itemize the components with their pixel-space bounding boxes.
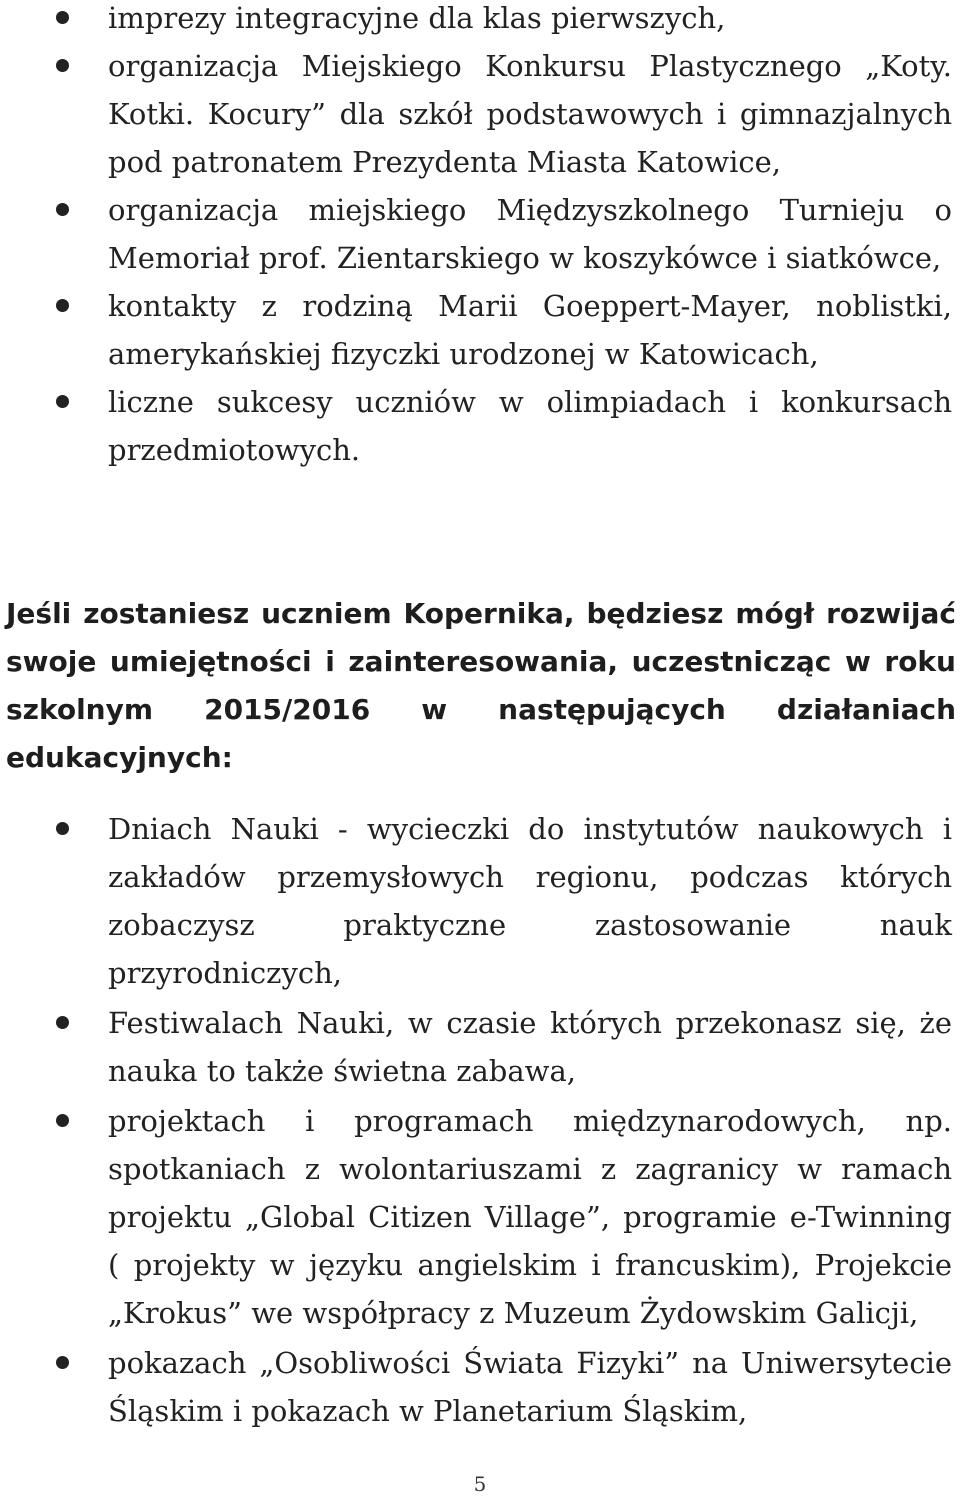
list-item [0,999,960,1095]
list-item [0,186,960,282]
list-item-text: Festiwalach Nauki, w czasie których przekonasz się, że nauka to także świetna zabawa, [108,1006,952,1088]
page-number: 5 [473,1472,487,1496]
list-item-text: Dniach Nauki - wycieczki do instytutów naukowych i zakładów przemysłowych regionu, podczas których zobaczysz praktyczne zastosowanie nauk przyrodniczych, [108,812,952,990]
bullet-icon [56,1114,69,1127]
bullet-icon [56,1016,69,1029]
list-item [0,42,960,186]
section-heading: Jeśli zostaniesz uczniem Kopernika, będziesz mógł rozwijać swoje umiejętności i zainteresowania, uczestnicząc w roku szkolnym 2015/2016 w następujących działaniach edukacyjnych: [6,597,956,774]
list-item [0,1339,960,1435]
list-item [0,805,960,997]
list-item-text: pokazach „Osobliwości Świata Fizyki” na Uniwersytecie Śląskim i pokazach w Planetarium Śląskim, [108,1346,952,1428]
list-item [0,1097,960,1337]
list-item-text: imprezy integracyjne dla klas pierwszych, [108,1,726,35]
list-item-text: liczne sukcesy uczniów w olimpiadach i konkursach przedmiotowych. [108,385,952,467]
list-item-text: organizacja Miejskiego Konkursu Plastycznego „Koty. Kotki. Kocury” dla szkół podstawowych i gimnazjalnych pod patronatem Prezydenta Miasta Katowice, [108,49,952,179]
list-item-text: organizacja miejskiego Międzyszkolnego Turnieju o Memoriał prof. Zientarskiego w koszykówce i siatkówce, [108,193,952,275]
educational-activities-list [0,805,960,1437]
bullet-icon [56,822,69,835]
bullet-icon [56,11,69,24]
bullet-icon [56,299,69,312]
bullet-icon [56,1356,69,1369]
activities-list [0,0,960,474]
list-item [0,282,960,378]
bullet-icon [56,59,69,72]
bullet-icon [56,395,69,408]
list-item-text: projektach i programach międzynarodowych, np. spotkaniach z wolontariuszami z zagranicy w ramach projektu „Global Citizen Village”, programie e-Twinning ( projekty w języku angielskim i francuskim), Projekcie „Krokus” we współpracy z Muzeum Żydowskim Galicji, [108,1104,952,1330]
bullet-icon [56,203,69,216]
list-item [0,378,960,474]
list-item [0,0,960,42]
list-item-text: kontakty z rodziną Marii Goeppert-Mayer, noblistki, amerykańskiej fizyczki urodzonej w Katowicach, [108,289,952,371]
